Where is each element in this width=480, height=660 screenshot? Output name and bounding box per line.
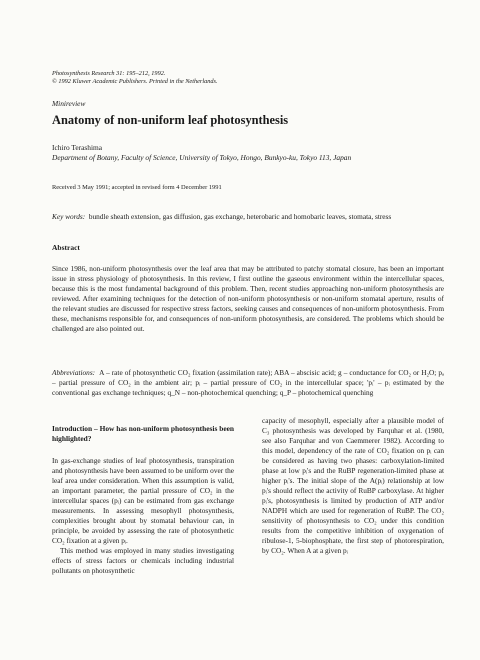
keywords-text: bundle sheath extension, gas diffusion, gas exchange, heterobaric and homobaric leaves, stomata, stress	[88, 212, 392, 221]
keywords	[52, 212, 444, 222]
journal-citation: Photosynthesis Research 31: 195–212, 1992.	[52, 70, 166, 77]
abbreviations-text: A – rate of photosynthetic CO₂ fixation (assimilation rate); ABA – abscisic acid; g – conductance for CO₂ or H₂O; pₐ – partial pressure of CO₂ in the ambient air; pᵢ – partial pressure of CO₂ in the intercellular space; 'pᵢ' – pᵢ estimated by the conventional gas exchange techniques; q_N – non-photochemical quenching; q_P – photochemical quenching	[52, 368, 444, 397]
abstract-heading: Abstract	[52, 243, 80, 252]
abstract-text: Since 1986, non-uniform photosynthesis over the leaf area that may be attributed to patchy stomatal closure, has been an important issue in stress physiology of photosynthesis. In this review, I first outline the gaseous environment within the intercellular spaces, because this is the most fundamental background of this problem. Then, recent studies approaching non-uniform photosynthesis are reviewed. After examining techniques for the detection of non-uniform photosynthesis or non-uniform stomatal aperture, results of the relevant studies are discussed for respective stress factors, seeking causes and consequences of non-uniform photosynthesis. From these, mechanisms responsible for, and consequences of non-uniform photosynthesis, are considered. The problems which should be challenged are also pointed out.	[52, 264, 444, 333]
keywords-label: Key words:	[52, 212, 86, 221]
abbreviations	[52, 368, 444, 398]
author-affiliation: Department of Botany, Faculty of Science, University of Tokyo, Hongo, Bunkyo-ku, Tokyo 113, Japan	[52, 153, 352, 162]
left-column	[52, 424, 234, 576]
journal-copyright: © 1992 Kluwer Academic Publishers. Printed in the Netherlands.	[52, 78, 218, 85]
abbreviations-label: Abbreviations:	[52, 368, 96, 377]
intro-paragraph-1: In gas-exchange studies of leaf photosynthesis, transpiration and photosynthesis have been assumed to be uniform over the leaf area under consideration. When this assumption is valid, an important parameter, the partial pressure of CO₂ in the intercellular spaces (pᵢ) can be estimated from gas exchange measurements. In assessing mesophyll photosynthesis, complexities brought about by stomatal behaviour can, in principle, be avoided by assessing the rate of photosynthetic CO₂ fixation at a given pᵢ.	[52, 456, 234, 545]
right-column	[262, 416, 444, 556]
received-dates: Received 3 May 1991; accepted in revised form 4 December 1991	[52, 184, 222, 191]
intro-paragraph-2: This method was employed in many studies investigating effects of stress factors or chemicals including industrial pollutants on photosynthetic	[52, 546, 234, 575]
journal-info	[52, 70, 218, 86]
intro-heading: Introduction – How has non-uniform photosynthesis been highlighted?	[52, 424, 234, 443]
intro-right-text: capacity of mesophyll, especially after a plausible model of C₃ photosynthesis was developed by Farquhar et al. (1980, see also Farquhar and von Caemmerer 1982). According to this model, dependency of the rate of CO₂ fixation on pᵢ can be considered as having two phases: carboxylation-limited phase at low pᵢ's and the RuBP regeneration-limited phase at higher pᵢ's. The initial slope of the A(pᵢ) relationship at low pᵢ's should reflect the activity of RuBP carboxylase. At higher pᵢ's, photosynthesis is limited by production of ATP and/or NADPH which are used for regeneration of RuBP. The CO₂ sensitivity of photosynthesis to CO₂ under this condition results from the competitive inhibition of oxygenation of ribulose-1, 5-biophosphate, the first step of photorespiration, by CO₂. When A at a given pᵢ	[262, 416, 444, 555]
author-name: Ichiro Terashima	[52, 143, 103, 152]
section-label: Minireview	[52, 99, 86, 108]
paper-title: Anatomy of non-uniform leaf photosynthesis	[52, 113, 289, 127]
